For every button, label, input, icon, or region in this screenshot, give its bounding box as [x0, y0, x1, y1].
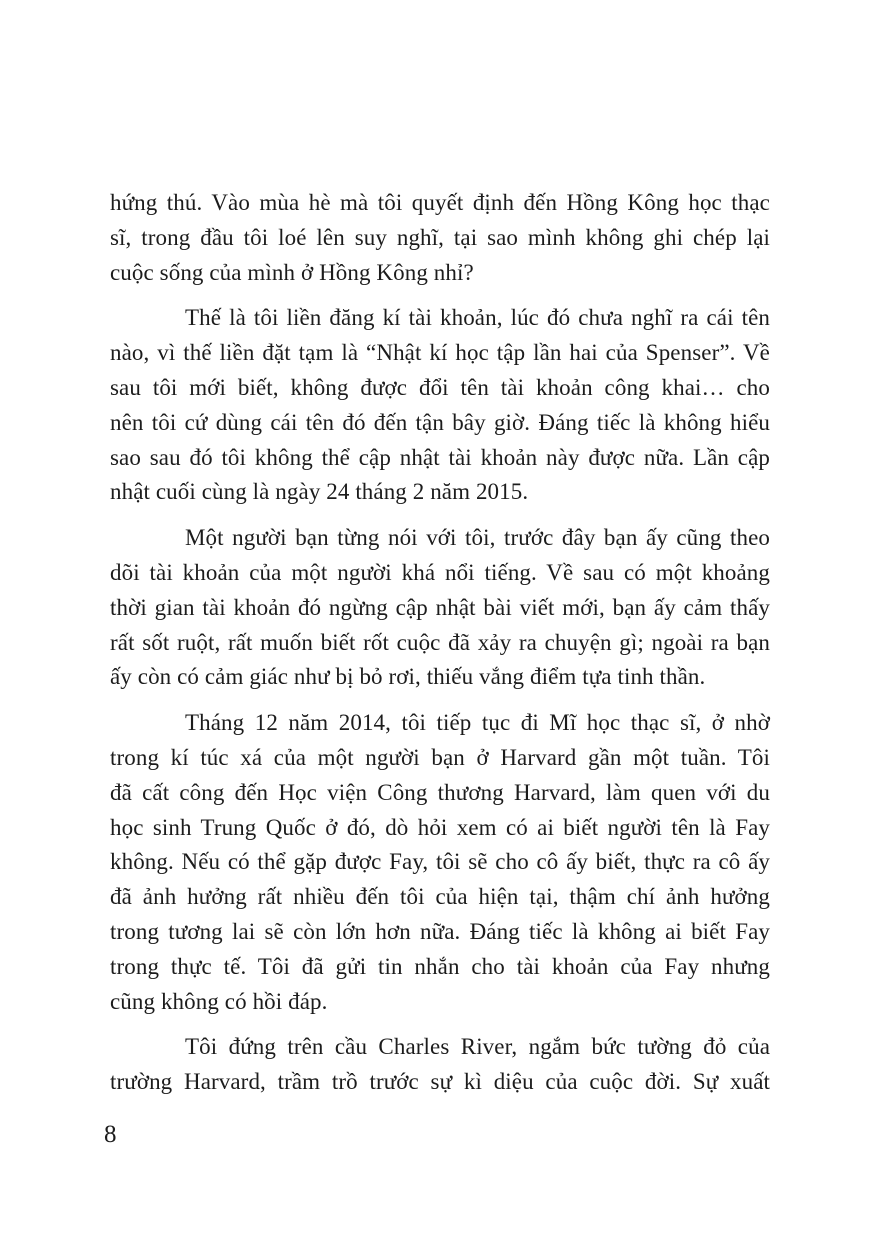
paragraph	[110, 1030, 770, 1100]
page-number: 8	[104, 1121, 117, 1148]
text-line: hứng thú. Vào mùa hè mà tôi quyết định đến Hồng Kông học thạc	[110, 190, 770, 215]
paragraph	[110, 186, 770, 290]
text-line: Thế là tôi liền đăng kí tài khoản, lúc đó chưa nghĩ ra cái tên	[185, 305, 770, 331]
text-line: trong tương lai sẽ còn lớn hơn nữa. Đáng tiếc là không ai biết Fay	[110, 918, 770, 944]
text-line: nào, vì thế liền đặt tạm là “Nhật kí học tập lần hai của Spenser”. Về	[110, 340, 770, 366]
text-line: sau tôi mới biết, không được đổi tên tài khoản công khai… cho	[110, 374, 770, 400]
text-line: ấy còn có cảm giác như bị bỏ rơi, thiếu vắng điểm tựa tinh thần.	[110, 664, 706, 690]
text-line: đã cất công đến Học viện Công thương Harvard, làm quen với du	[110, 779, 770, 805]
body-text	[110, 186, 770, 1100]
paragraph	[110, 301, 770, 510]
paragraph	[110, 706, 770, 1019]
text-line: rất sốt ruột, rất muốn biết rốt cuộc đã xảy ra chuyện gì; ngoài ra bạn	[110, 629, 770, 655]
text-line: thời gian tài khoản đó ngừng cập nhật bài viết mới, bạn ấy cảm thấy	[110, 594, 770, 620]
text-line: đã ảnh hưởng rất nhiều đến tôi của hiện tại, thậm chí ảnh hưởng	[110, 884, 770, 910]
text-line: sao sau đó tôi không thể cập nhật tài khoản này được nữa. Lần cập	[110, 444, 770, 470]
text-line: Một người bạn từng nói với tôi, trước đây bạn ấy cũng theo	[185, 525, 770, 551]
text-line: cũng không có hồi đáp.	[110, 988, 328, 1014]
text-line: trong kí túc xá của một người bạn ở Harvard gần một tuần. Tôi	[110, 744, 770, 770]
text-line: trong thực tế. Tôi đã gửi tin nhắn cho tài khoản của Fay nhưng	[110, 953, 770, 979]
text-line: nhật cuối cùng là ngày 24 tháng 2 năm 2015.	[110, 479, 529, 505]
text-line: trường Harvard, trầm trồ trước sự kì diệu của cuộc đời. Sự xuất	[110, 1069, 770, 1095]
text-line: Tháng 12 năm 2014, tôi tiếp tục đi Mĩ học thạc sĩ, ở nhờ	[185, 710, 770, 736]
text-line: nên tôi cứ dùng cái tên đó đến tận bây giờ. Đáng tiếc là không hiểu	[110, 409, 770, 435]
text-line: cuộc sống của mình ở Hồng Kông nhỉ?	[110, 259, 474, 285]
text-line: không. Nếu có thể gặp được Fay, tôi sẽ cho cô ấy biết, thực ra cô ấy	[110, 849, 770, 875]
text-line: dõi tài khoản của một người khá nổi tiếng. Về sau có một khoảng	[110, 559, 770, 585]
text-line: học sinh Trung Quốc ở đó, dò hỏi xem có ai biết người tên là Fay	[110, 814, 770, 840]
text-line: sĩ, trong đầu tôi loé lên suy nghĩ, tại sao mình không ghi chép lại	[110, 224, 770, 250]
paragraph	[110, 521, 770, 695]
text-line: Tôi đứng trên cầu Charles River, ngắm bức tường đỏ của	[185, 1034, 770, 1060]
